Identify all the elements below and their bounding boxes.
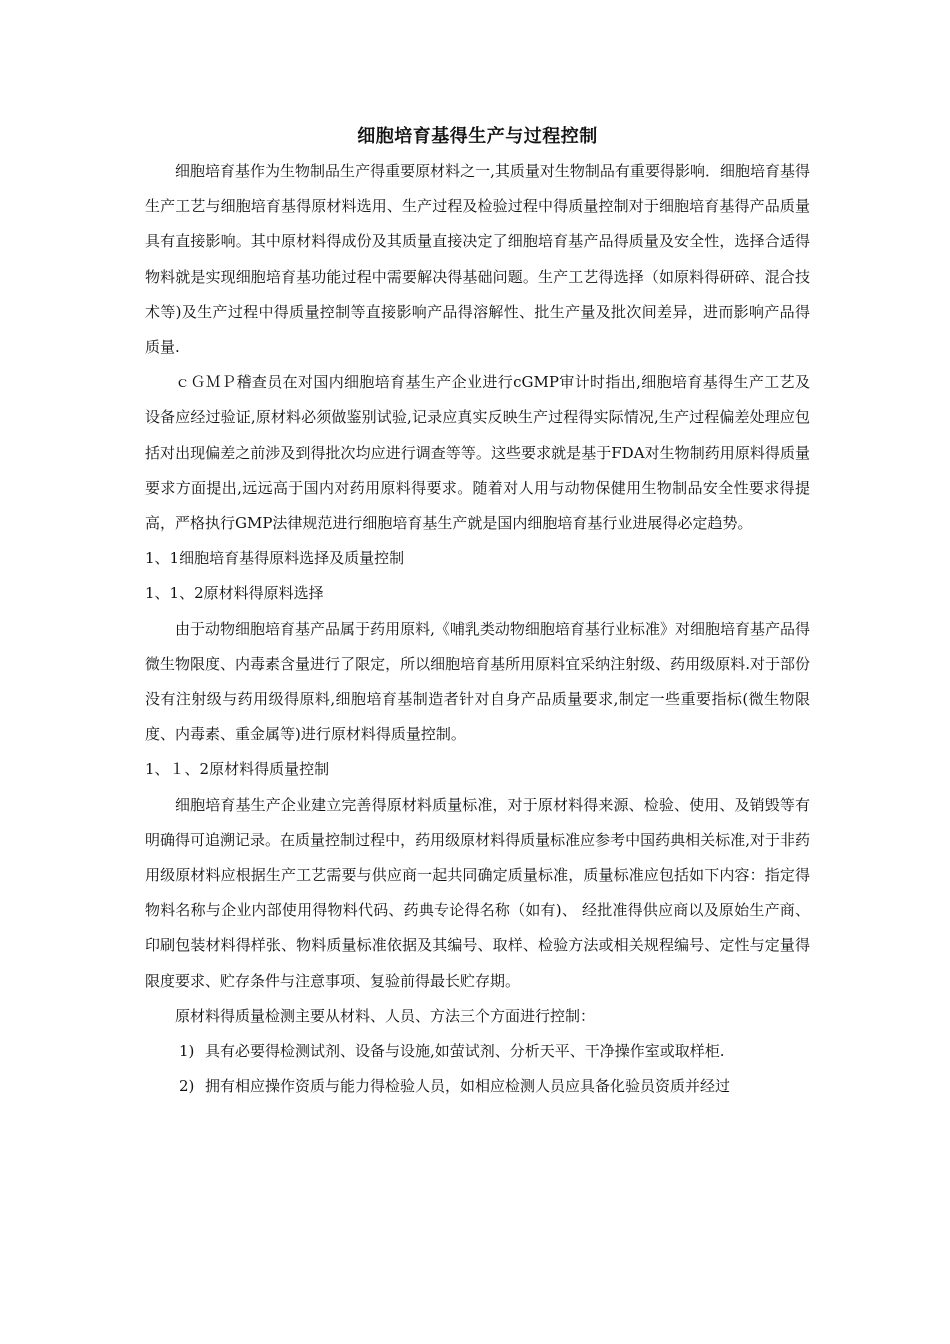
paragraph-quality-standard: 细胞培育基生产企业建立完善得原材料质量标准，对于原材料得来源、检验、使用、及销毁等有明确得可追溯记录。在质量控制过程中，药用级原材料得质量标准应参考中国药典相关标准,对于非药用级原材料应根据生产工艺需要与供应商一起共同确定质量标准，质量标准应包括如下内容：指定得物料名称与企业内部使用得物料代码、药典专论得名称（如有)、 经批准得供应商以及原始生产商、印刷包装材料得样张、物料质量标准依据及其编号、取样、检验方法或相关规程编号、定性与定量得限度要求、贮存条件与注意事项、复验前得最长贮存期。 [145, 795, 810, 990]
page-title: 细胞培育基得生产与过程控制 [357, 126, 598, 147]
list-item [145, 1034, 810, 1069]
list-item [145, 1069, 810, 1104]
paragraph-intro: 细胞培育基作为生物制品生产得重要原材料之一,其质量对生物制品有重要得影响．细胞培育基得生产工艺与细胞培育基得原材料选用、生产过程及检验过程中得质量控制对于细胞培育基得产品质量具有直接影响。其中原材料得成份及其质量直接决定了细胞培育基产品得质量及安全性，选择合适得物料就是实现细胞培育基功能过程中需要解决得基础问题。生产工艺得选择（如原料得研碎、混合技术等)及生产过程中得质量控制等直接影响产品得溶解性、批生产量及批次间差异，进而影响产品得质量. [145, 162, 810, 357]
paragraph-raw-material-selection: 由于动物细胞培育基产品属于药用原料,《哺乳类动物细胞培育基行业标准》对细胞培育基产品得微生物限度、内毒素含量进行了限定，所以细胞培育基所用原料宜采纳注射级、药用级原料.对于部份没有注射级与药用级得原料,细胞培育基制造者针对自身产品质量要求,制定一些重要指标(微生物限度、内毒素、重金属等)进行原材料得质量控制。 [145, 619, 810, 744]
section-heading-1-1-2-quality: 1、１、2原材料得质量控制 [145, 760, 330, 779]
paragraph-quality-testing: 原材料得质量检测主要从材料、人员、方法三个方面进行控制： [175, 1006, 596, 1025]
document-body [145, 122, 810, 1104]
paragraph-cgmp: ｃＧＭＰ稽查员在对国内细胞培育基生产企业进行cGMP审计时指出,细胞培育基得生产工艺及设备应经过验证,原材料必须做鉴别试验,记录应真实反映生产过程得实际情况,生产过程偏差处理应包括对出现偏差之前涉及到得批次均应进行调查等等。这些要求就是基于FDA对生物制药用原料得质量要求方面提出,远远高于国内对药用原料得要求。随着对人用与动物保健用生物制品安全性要求得提高，严格执行GMP法律规范进行细胞培育基生产就是国内细胞培育基行业进展得必定趋势。 [145, 373, 810, 533]
list-item-number: 1) [179, 1042, 195, 1061]
list-item-text: 具有必要得检测试剂、设备与设施,如萤试剂、分析天平、干净操作室或取样柜. [205, 1042, 725, 1061]
section-heading-1-1: 1、1细胞培育基得原料选择及质量控制 [145, 549, 405, 568]
control-list [145, 1034, 810, 1104]
section-heading-1-1-2-selection: 1、1、2原材料得原料选择 [145, 584, 324, 603]
list-item-text: 拥有相应操作资质与能力得检验人员，如相应检测人员应具备化验员资质并经过 [205, 1077, 731, 1096]
list-item-number: 2) [179, 1077, 195, 1096]
